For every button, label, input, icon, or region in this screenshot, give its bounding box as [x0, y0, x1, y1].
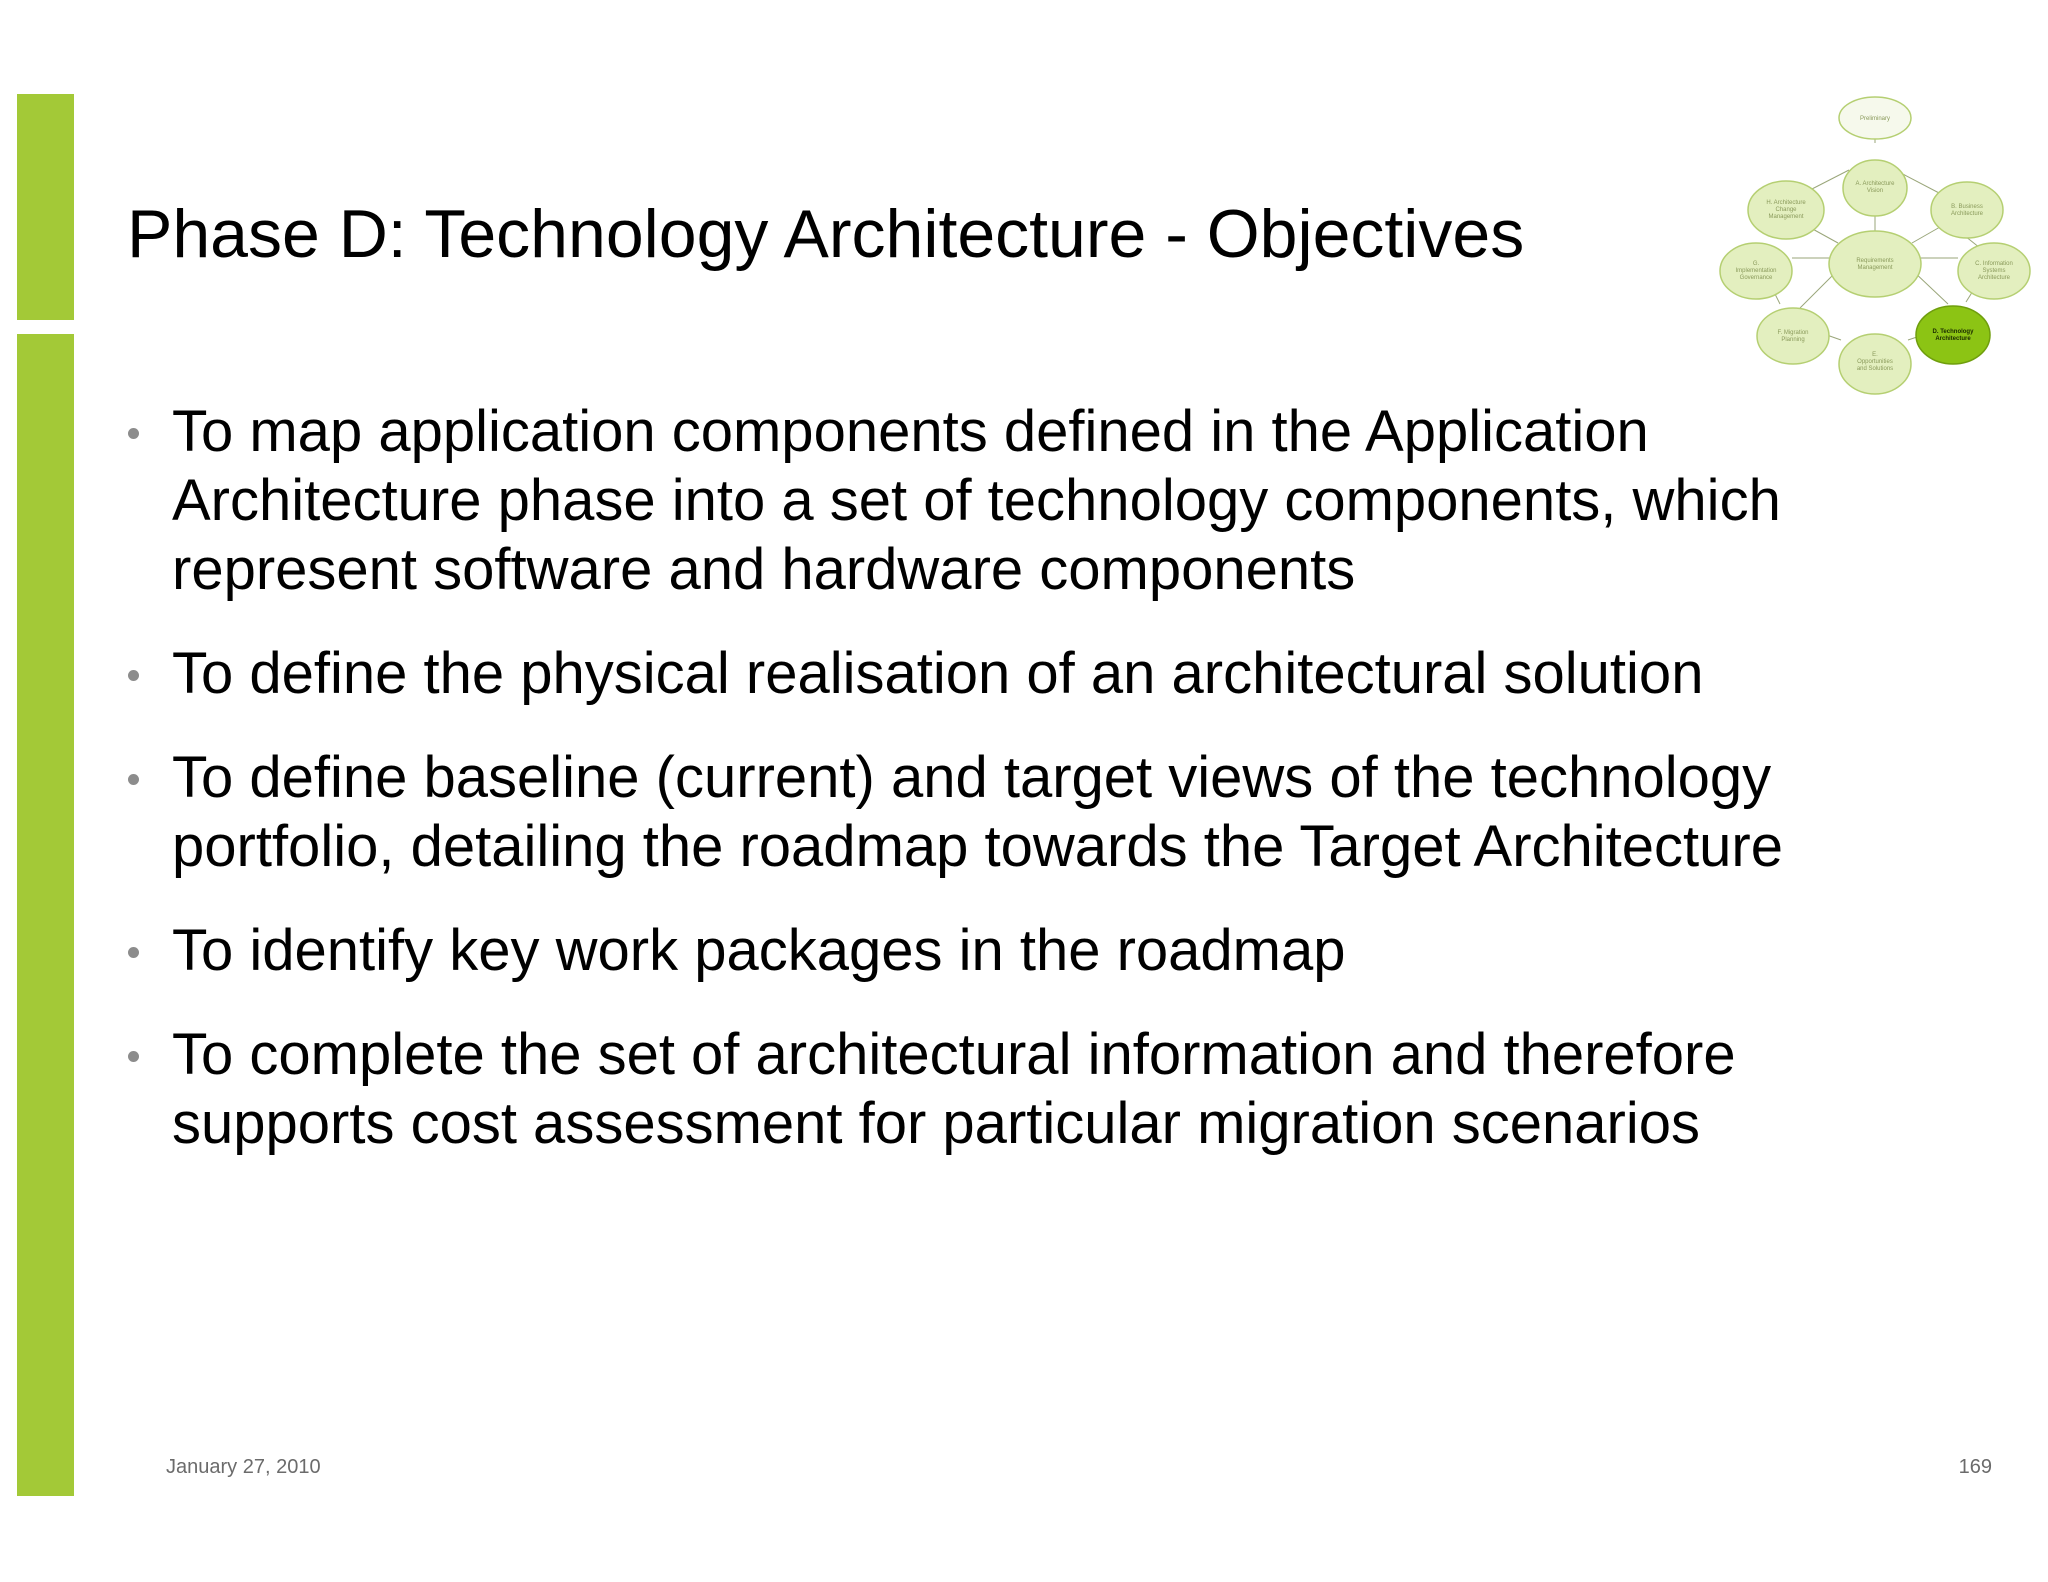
cycle-label-h-1: H. Architecture	[1766, 200, 1806, 206]
cycle-label-c-2: Systems	[1982, 268, 2006, 274]
bullet-text: To define the physical realisation of an architectural solution	[172, 641, 1704, 706]
cycle-label-e-1: E.	[1872, 352, 1878, 358]
bullet-dot-icon	[128, 774, 139, 785]
bullet-dot-icon	[128, 428, 139, 439]
cycle-label-g-2: Implementation	[1735, 268, 1777, 274]
cycle-label-b-1: B. Business	[1951, 204, 1983, 210]
cycle-node-d-active	[1916, 306, 1990, 364]
cycle-label-a-1: A. Architecture	[1855, 181, 1895, 187]
bullet-item	[130, 916, 1960, 985]
cycle-label-f-2: Planning	[1781, 337, 1805, 343]
accent-bar-top	[17, 94, 74, 320]
accent-bar-bottom	[17, 334, 74, 1496]
cycle-label-d-2: Architecture	[1935, 336, 1971, 342]
bullet-dot-icon	[128, 670, 139, 681]
cycle-label-h-2: Change	[1775, 207, 1797, 213]
cycle-label-c-3: Architecture	[1977, 275, 2011, 281]
cycle-node-b	[1931, 182, 2003, 238]
footer-date: January 27, 2010	[166, 1456, 321, 1478]
cycle-label-g-1: G.	[1752, 261, 1760, 267]
cycle-label-a-2: Vision	[1866, 188, 1884, 194]
cycle-label-b-2: Architecture	[1950, 211, 1984, 217]
bullet-dot-icon	[128, 947, 139, 958]
slide-title: Phase D: Technology Architecture - Objectives	[127, 196, 1525, 272]
bullet-text: To define baseline (current) and target views of the technology portfolio, detailing the roadmap towards the Target Architecture	[172, 745, 1783, 879]
cycle-label-h-3: Management	[1768, 214, 1804, 220]
cycle-label-g-3: Governance	[1739, 275, 1773, 281]
bullet-dot-icon	[128, 1051, 139, 1062]
cycle-label-center-2: Management	[1857, 265, 1893, 271]
bullet-item	[130, 639, 1960, 708]
cycle-label-f-1: F. Migration	[1777, 330, 1809, 336]
objectives-list	[130, 397, 1960, 1193]
bullet-text: To complete the set of architectural information and therefore supports cost assessment for particular migration scenarios	[172, 1022, 1736, 1156]
bullet-text: To identify key work packages in the roadmap	[172, 918, 1346, 983]
cycle-label-c-1: C. Information	[1975, 261, 2013, 267]
cycle-label-center-1: Requirements	[1856, 258, 1894, 264]
cycle-label-e-3: and Solutions	[1856, 366, 1894, 372]
cycle-label-e-2: Opportunities	[1857, 359, 1893, 365]
page-number: 169	[1958, 1456, 1992, 1478]
bullet-item	[130, 743, 1960, 881]
bullet-text: To map application components defined in the Application Architecture phase into a set of technology components, which represent software and hardware components	[172, 399, 1781, 602]
bullet-item	[130, 1020, 1960, 1158]
cycle-label-preliminary: Preliminary	[1859, 116, 1891, 122]
cycle-node-f	[1757, 308, 1829, 364]
cycle-node-requirements	[1829, 231, 1921, 297]
adm-cycle-diagram	[1718, 88, 2032, 396]
cycle-label-d-1: D. Technology	[1932, 329, 1974, 335]
bullet-item	[130, 397, 1960, 604]
